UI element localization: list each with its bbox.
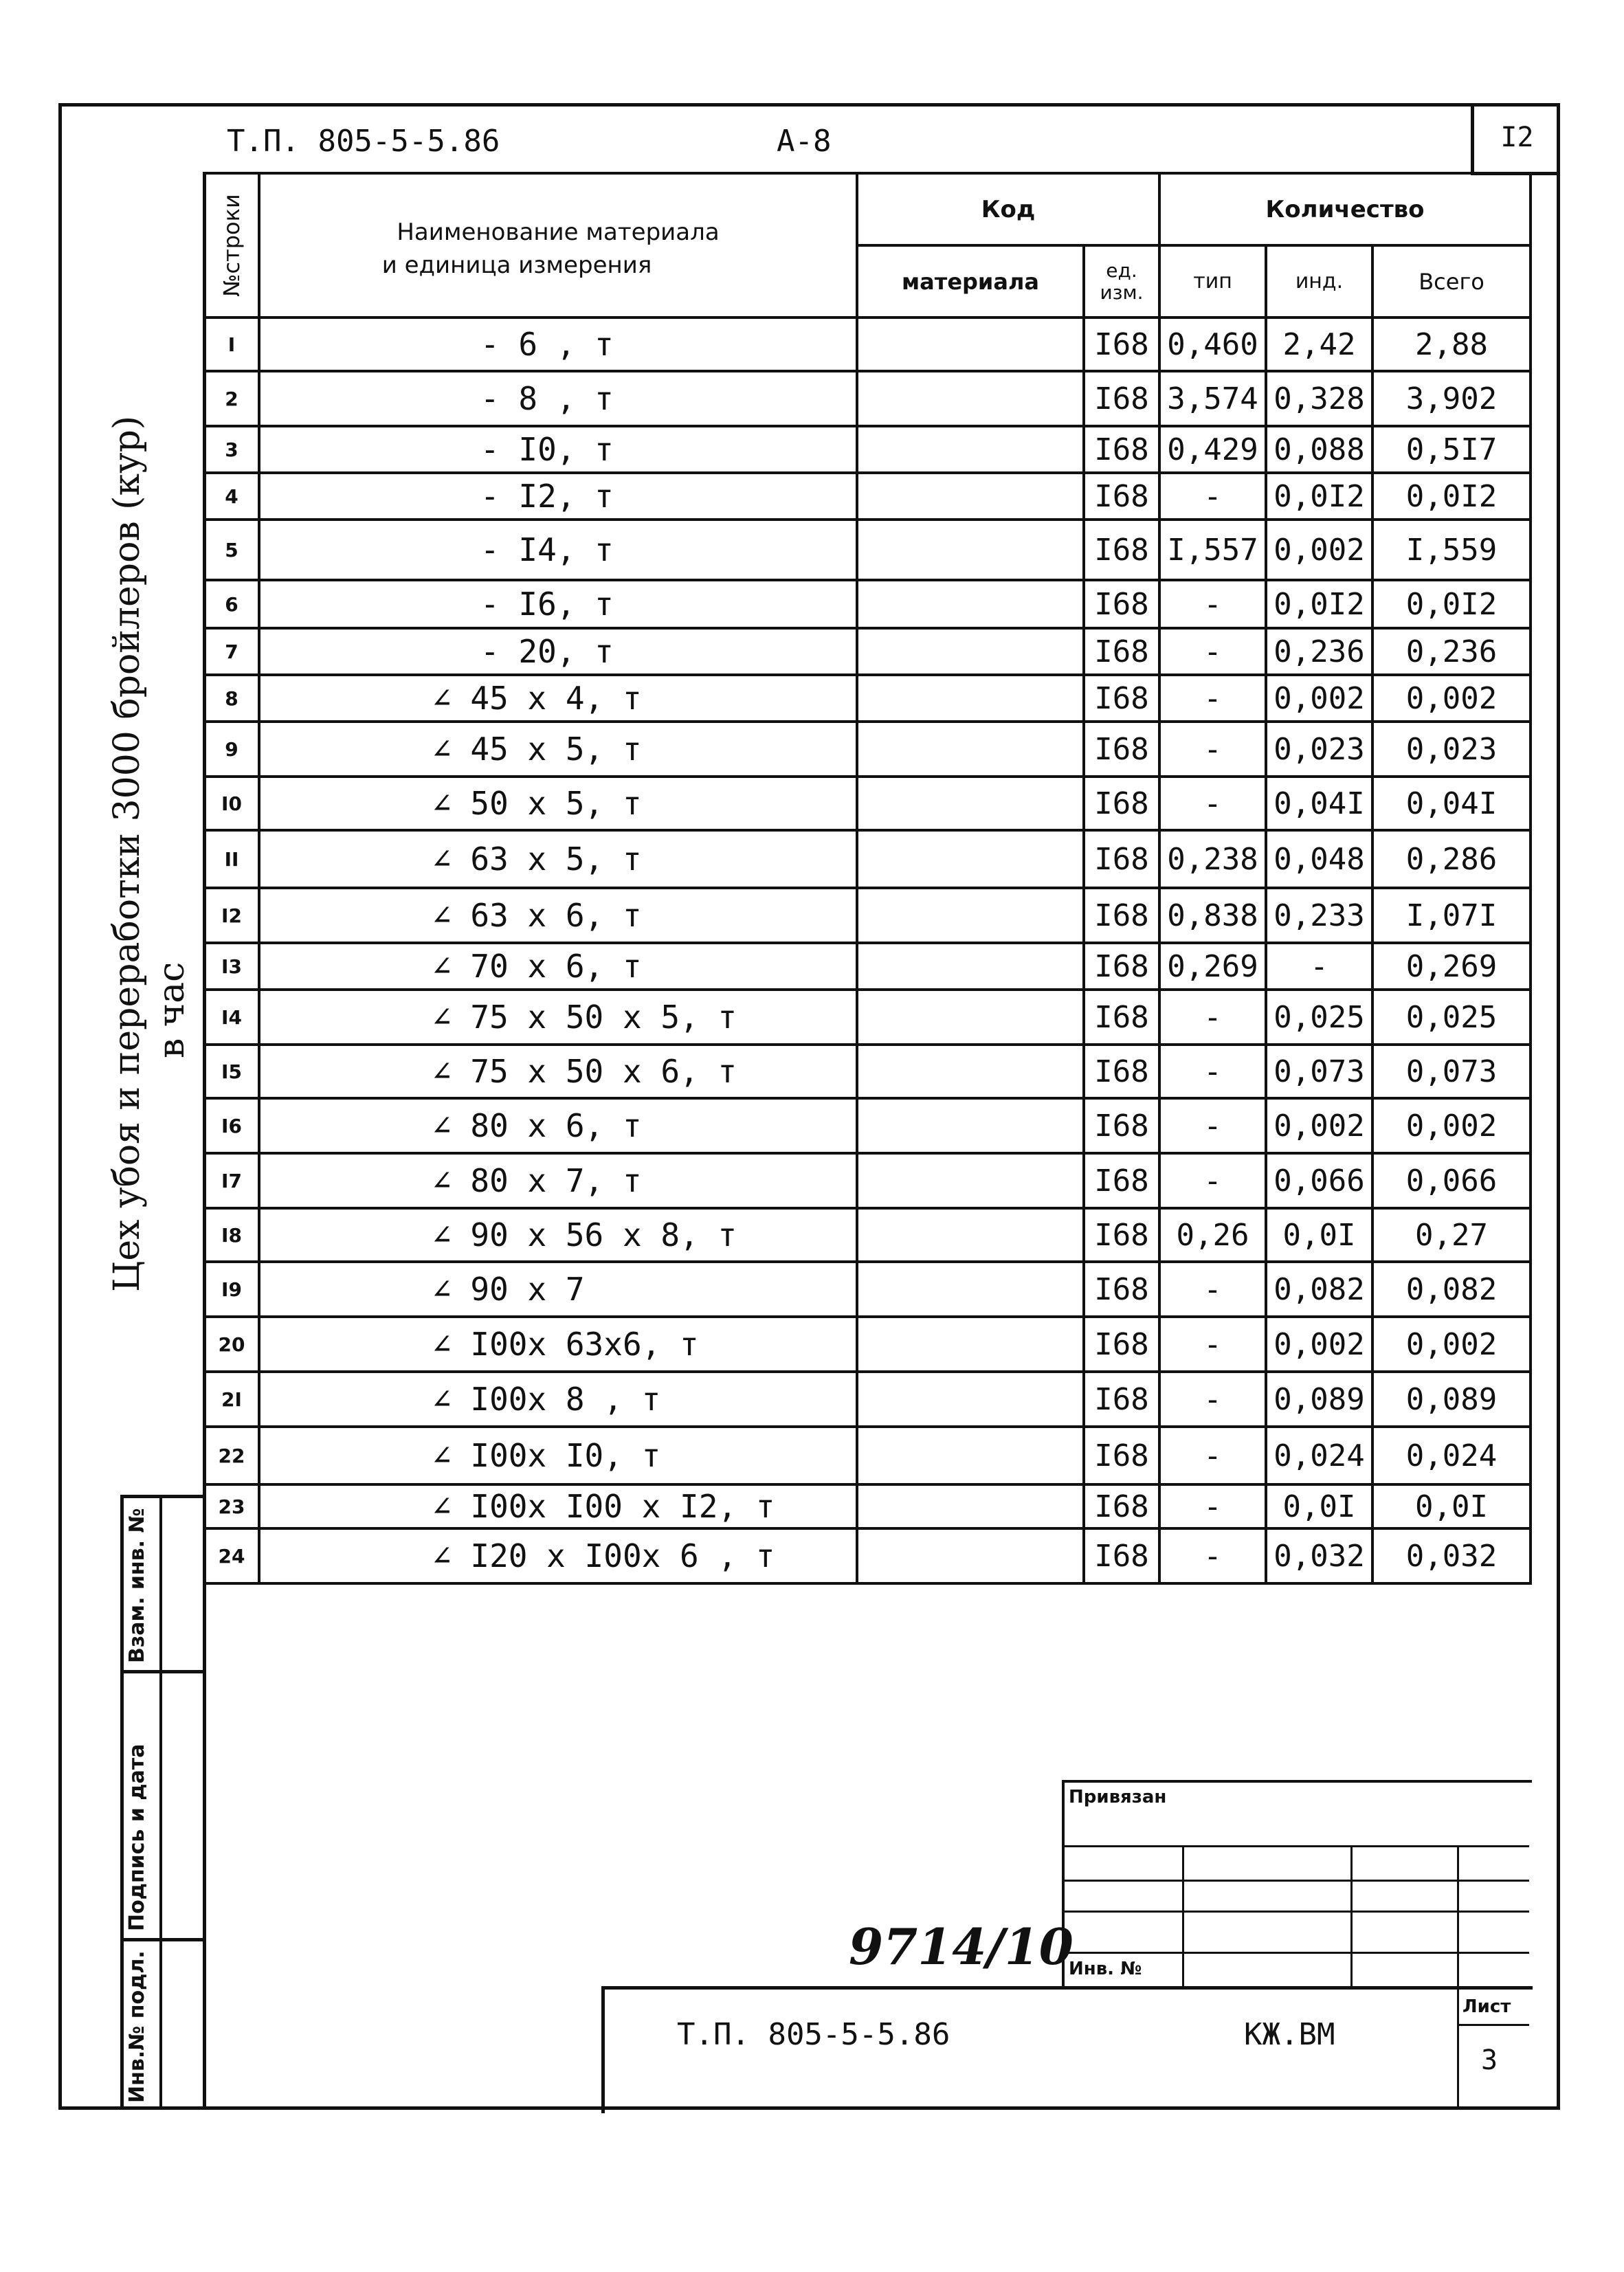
qty-ind-cell: 0,233 <box>1266 888 1372 943</box>
qty-total-cell: 0,286 <box>1372 830 1531 888</box>
qty-ind-cell: 0,023 <box>1266 722 1372 777</box>
tb-grid-h2 <box>1062 1880 1529 1882</box>
qty-total-cell: 0,0I <box>1372 1484 1531 1528</box>
material-name-cell: ∠ 90 x 56 x 8, т <box>259 1208 857 1262</box>
material-name-cell: ∠ 63 x 5, т <box>259 830 857 888</box>
header-unit: ед. изм. <box>1084 245 1159 318</box>
material-code-cell <box>857 888 1084 943</box>
table-row <box>204 943 1531 990</box>
qty-ind-cell: 0,066 <box>1266 1153 1372 1208</box>
qty-total-cell: 0,002 <box>1372 675 1531 722</box>
unit-code-cell: I68 <box>1084 628 1159 675</box>
material-name-cell: ∠ I20 x I00x 6 , т <box>259 1528 857 1583</box>
qty-typ-cell: I,557 <box>1159 520 1266 580</box>
material-code-cell <box>857 1372 1084 1427</box>
material-code-cell <box>857 830 1084 888</box>
material-code-cell <box>857 473 1084 520</box>
unit-code-cell: I68 <box>1084 1528 1159 1583</box>
unit-code-cell: I68 <box>1084 1098 1159 1153</box>
unit-code-cell: I68 <box>1084 777 1159 830</box>
qty-typ-cell: - <box>1159 1484 1266 1528</box>
qty-ind-cell: 0,0I2 <box>1266 580 1372 628</box>
qty-ind-cell: 0,002 <box>1266 520 1372 580</box>
stamp-podpis-data: Подпись и дата <box>125 1744 149 1931</box>
qty-total-cell: 0,0I2 <box>1372 580 1531 628</box>
qty-ind-cell: 0,088 <box>1266 426 1372 473</box>
material-code-cell <box>857 1045 1084 1098</box>
stamp-vzam-inv: Взам. инв. № <box>125 1508 149 1663</box>
qty-total-cell: 0,023 <box>1372 722 1531 777</box>
qty-typ-cell: - <box>1159 1528 1266 1583</box>
title-block-inv-no: Инв. № <box>1069 1959 1142 1979</box>
row-number-cell: I3 <box>204 943 259 990</box>
material-name-cell: - I6, т <box>259 580 857 628</box>
qty-total-cell: 0,089 <box>1372 1372 1531 1427</box>
material-code-cell <box>857 1098 1084 1153</box>
qty-ind-cell: 0,0I <box>1266 1208 1372 1262</box>
unit-code-cell: I68 <box>1084 1372 1159 1427</box>
row-number-cell: 9 <box>204 722 259 777</box>
header-row-number: №строки <box>204 173 259 318</box>
qty-ind-cell: 0,024 <box>1266 1427 1372 1484</box>
tb-grid-v1 <box>1182 1845 1184 1986</box>
material-name-cell: ∠ I00x 8 , т <box>259 1372 857 1427</box>
qty-ind-cell: 0,048 <box>1266 830 1372 888</box>
material-name-cell: - I4, т <box>259 520 857 580</box>
qty-ind-cell: 2,42 <box>1266 318 1372 371</box>
qty-typ-cell: 0,429 <box>1159 426 1266 473</box>
qty-total-cell: 0,27 <box>1372 1208 1531 1262</box>
table-row <box>204 1427 1531 1484</box>
unit-code-cell: I68 <box>1084 1317 1159 1372</box>
frame-top-line <box>58 103 1560 107</box>
title-block-mark: КЖ.ВМ <box>1244 2017 1335 2052</box>
frame-left-line <box>58 103 62 2110</box>
table-row <box>204 473 1531 520</box>
qty-total-cell: 0,269 <box>1372 943 1531 990</box>
unit-code-cell: I68 <box>1084 675 1159 722</box>
qty-ind-cell: 0,073 <box>1266 1045 1372 1098</box>
material-name-cell: ∠ 70 x 6, т <box>259 943 857 990</box>
header-ind: инд. <box>1266 245 1372 318</box>
material-name-cell: ∠ 50 x 5, т <box>259 777 857 830</box>
table-row <box>204 1372 1531 1427</box>
row-number-cell: 24 <box>204 1528 259 1583</box>
title-block-privyazan: Привязан <box>1069 1787 1167 1807</box>
material-code-cell <box>857 1528 1084 1583</box>
row-number-cell: 3 <box>204 426 259 473</box>
qty-typ-cell: 0,26 <box>1159 1208 1266 1262</box>
material-code-cell <box>857 1427 1084 1484</box>
qty-typ-cell: 0,838 <box>1159 888 1266 943</box>
tb-grid-h3 <box>1062 1911 1529 1913</box>
row-number-cell: 20 <box>204 1317 259 1372</box>
title-block-sheet-number: 3 <box>1481 2045 1498 2076</box>
unit-code-cell: I68 <box>1084 722 1159 777</box>
material-name-cell: ∠ 45 x 5, т <box>259 722 857 777</box>
unit-code-cell: I68 <box>1084 1208 1159 1262</box>
table-row <box>204 318 1531 371</box>
material-name-cell: - 20, т <box>259 628 857 675</box>
qty-ind-cell: 0,002 <box>1266 1317 1372 1372</box>
row-number-cell: 4 <box>204 473 259 520</box>
qty-total-cell: 0,0I2 <box>1372 473 1531 520</box>
table-row <box>204 1528 1531 1583</box>
stamp-col-left-line <box>120 1495 124 2110</box>
unit-code-cell: I68 <box>1084 520 1159 580</box>
qty-ind-cell: 0,025 <box>1266 990 1372 1045</box>
material-name-cell: - I0, т <box>259 426 857 473</box>
qty-ind-cell: 0,236 <box>1266 628 1372 675</box>
material-code-cell <box>857 1317 1084 1372</box>
header-total: Всего <box>1372 245 1531 318</box>
row-number-cell: I4 <box>204 990 259 1045</box>
table-row <box>204 990 1531 1045</box>
title-block-sheet-label: Лист <box>1462 1996 1511 2017</box>
unit-code-cell: I68 <box>1084 1153 1159 1208</box>
header-page-box <box>1471 107 1560 175</box>
header-material-code: материала <box>857 245 1084 318</box>
qty-typ-cell: - <box>1159 1045 1266 1098</box>
table-row <box>204 1045 1531 1098</box>
material-name-cell: ∠ I00x 63x6, т <box>259 1317 857 1372</box>
row-number-cell: 22 <box>204 1427 259 1484</box>
unit-code-cell: I68 <box>1084 580 1159 628</box>
material-code-cell <box>857 628 1084 675</box>
row-number-cell: 2I <box>204 1372 259 1427</box>
header-page-number: I2 <box>1500 122 1534 153</box>
unit-code-cell: I68 <box>1084 318 1159 371</box>
unit-code-cell: I68 <box>1084 1262 1159 1317</box>
material-name-cell: ∠ I00x I00 x I2, т <box>259 1484 857 1528</box>
qty-typ-cell: 0,238 <box>1159 830 1266 888</box>
qty-total-cell: 0,082 <box>1372 1262 1531 1317</box>
qty-total-cell: I,07I <box>1372 888 1531 943</box>
materials-table <box>203 172 1532 1585</box>
row-number-cell: II <box>204 830 259 888</box>
material-name-cell: - 6 , т <box>259 318 857 371</box>
qty-total-cell: 0,236 <box>1372 628 1531 675</box>
table-row <box>204 1317 1531 1372</box>
unit-code-cell: I68 <box>1084 990 1159 1045</box>
qty-ind-cell: 0,032 <box>1266 1528 1372 1583</box>
unit-code-cell: I68 <box>1084 473 1159 520</box>
material-code-cell <box>857 580 1084 628</box>
qty-ind-cell: 0,002 <box>1266 675 1372 722</box>
qty-total-cell: 0,04I <box>1372 777 1531 830</box>
qty-typ-cell: 0,269 <box>1159 943 1266 990</box>
side-caption-line2: в час <box>151 961 192 1058</box>
stamp-col-mid-line <box>159 1495 162 2110</box>
table-row <box>204 777 1531 830</box>
header-quantity-group: Количество <box>1159 173 1531 245</box>
material-name-cell: ∠ 75 x 50 x 5, т <box>259 990 857 1045</box>
material-code-cell <box>857 777 1084 830</box>
qty-typ-cell: - <box>1159 473 1266 520</box>
table-row <box>204 830 1531 888</box>
stamp-inv-podl: Инв.№ подл. <box>125 1950 149 2103</box>
material-name-cell: ∠ 80 x 6, т <box>259 1098 857 1153</box>
qty-typ-cell: 0,460 <box>1159 318 1266 371</box>
tb-grid-h4 <box>1062 1952 1529 1954</box>
row-number-cell: I6 <box>204 1098 259 1153</box>
qty-total-cell: 0,025 <box>1372 990 1531 1045</box>
material-code-cell <box>857 1153 1084 1208</box>
qty-typ-cell: - <box>1159 1427 1266 1484</box>
header-doc-code: Т.П. 805-5-5.86 <box>227 124 500 159</box>
unit-code-cell: I68 <box>1084 1427 1159 1484</box>
unit-code-cell: I68 <box>1084 426 1159 473</box>
qty-total-cell: I,559 <box>1372 520 1531 580</box>
material-code-cell <box>857 371 1084 426</box>
qty-ind-cell: 0,0I <box>1266 1484 1372 1528</box>
qty-total-cell: 0,5I7 <box>1372 426 1531 473</box>
qty-total-cell: 0,002 <box>1372 1317 1531 1372</box>
material-name-cell: ∠ 90 x 7 <box>259 1262 857 1317</box>
materials-table-body <box>204 318 1531 1583</box>
material-name-cell: ∠ I00x I0, т <box>259 1427 857 1484</box>
qty-typ-cell: - <box>1159 777 1266 830</box>
material-code-cell <box>857 990 1084 1045</box>
qty-typ-cell: - <box>1159 675 1266 722</box>
tb-grid-v2 <box>1350 1845 1353 1986</box>
row-number-cell: I9 <box>204 1262 259 1317</box>
qty-typ-cell: - <box>1159 628 1266 675</box>
table-row <box>204 722 1531 777</box>
material-code-cell <box>857 1484 1084 1528</box>
row-number-cell: I7 <box>204 1153 259 1208</box>
material-code-cell <box>857 426 1084 473</box>
table-row <box>204 520 1531 580</box>
header-name: Наименование материала и единица измерения <box>259 173 857 318</box>
material-name-cell: - I2, т <box>259 473 857 520</box>
qty-total-cell: 0,073 <box>1372 1045 1531 1098</box>
material-code-cell <box>857 1262 1084 1317</box>
qty-typ-cell: - <box>1159 1262 1266 1317</box>
material-code-cell <box>857 318 1084 371</box>
material-code-cell <box>857 520 1084 580</box>
qty-ind-cell: 0,04I <box>1266 777 1372 830</box>
material-code-cell <box>857 675 1084 722</box>
table-row <box>204 1484 1531 1528</box>
row-number-cell: 23 <box>204 1484 259 1528</box>
material-name-cell: - 8 , т <box>259 371 857 426</box>
table-row <box>204 426 1531 473</box>
qty-typ-cell: 3,574 <box>1159 371 1266 426</box>
table-row <box>204 1262 1531 1317</box>
qty-typ-cell: - <box>1159 580 1266 628</box>
table-row <box>204 628 1531 675</box>
table-row <box>204 371 1531 426</box>
row-number-cell: 7 <box>204 628 259 675</box>
table-row <box>204 1208 1531 1262</box>
row-number-cell: I5 <box>204 1045 259 1098</box>
qty-ind-cell: 0,328 <box>1266 371 1372 426</box>
row-number-cell: I2 <box>204 888 259 943</box>
unit-code-cell: I68 <box>1084 371 1159 426</box>
title-block-doc-code: Т.П. 805-5-5.86 <box>677 2017 950 2052</box>
frame-right-line <box>1557 103 1560 2110</box>
side-caption-line1: Цех убоя и переработки 3000 бройлеров (кур) <box>107 415 148 1292</box>
header-code-group: Код <box>857 173 1159 245</box>
row-number-cell: I8 <box>204 1208 259 1262</box>
qty-total-cell: 2,88 <box>1372 318 1531 371</box>
qty-typ-cell: - <box>1159 1372 1266 1427</box>
qty-typ-cell: - <box>1159 1153 1266 1208</box>
qty-total-cell: 0,024 <box>1372 1427 1531 1484</box>
table-row <box>204 888 1531 943</box>
header-sheet-code: А-8 <box>777 124 832 159</box>
unit-code-cell: I68 <box>1084 943 1159 990</box>
material-name-cell: ∠ 75 x 50 x 6, т <box>259 1045 857 1098</box>
qty-total-cell: 0,066 <box>1372 1153 1531 1208</box>
unit-code-cell: I68 <box>1084 1484 1159 1528</box>
handwritten-number: 9714/10 <box>849 1917 1074 1976</box>
qty-typ-cell: - <box>1159 722 1266 777</box>
row-number-cell: 8 <box>204 675 259 722</box>
unit-code-cell: I68 <box>1084 830 1159 888</box>
material-code-cell <box>857 943 1084 990</box>
material-name-cell: ∠ 63 x 6, т <box>259 888 857 943</box>
header-typ: тип <box>1159 245 1266 318</box>
row-number-cell: 2 <box>204 371 259 426</box>
qty-typ-cell: - <box>1159 990 1266 1045</box>
unit-code-cell: I68 <box>1084 888 1159 943</box>
qty-typ-cell: - <box>1159 1098 1266 1153</box>
row-number-cell: I0 <box>204 777 259 830</box>
table-row <box>204 1098 1531 1153</box>
material-code-cell <box>857 722 1084 777</box>
row-number-cell: 5 <box>204 520 259 580</box>
qty-ind-cell: 0,089 <box>1266 1372 1372 1427</box>
row-number-cell: 6 <box>204 580 259 628</box>
qty-typ-cell: - <box>1159 1317 1266 1372</box>
material-name-cell: ∠ 80 x 7, т <box>259 1153 857 1208</box>
qty-total-cell: 3,902 <box>1372 371 1531 426</box>
qty-ind-cell: 0,0I2 <box>1266 473 1372 520</box>
unit-code-cell: I68 <box>1084 1045 1159 1098</box>
qty-ind-cell: - <box>1266 943 1372 990</box>
qty-total-cell: 0,002 <box>1372 1098 1531 1153</box>
qty-ind-cell: 0,082 <box>1266 1262 1372 1317</box>
tb-sheet-divider <box>1457 2024 1529 2026</box>
title-block-privyazan-box <box>1062 1780 1532 1989</box>
qty-total-cell: 0,032 <box>1372 1528 1531 1583</box>
tb-grid-h1 <box>1062 1845 1529 1847</box>
material-name-cell: ∠ 45 x 4, т <box>259 675 857 722</box>
qty-ind-cell: 0,002 <box>1266 1098 1372 1153</box>
table-row <box>204 675 1531 722</box>
material-code-cell <box>857 1208 1084 1262</box>
row-number-cell: I <box>204 318 259 371</box>
table-row <box>204 1153 1531 1208</box>
table-row <box>204 580 1531 628</box>
